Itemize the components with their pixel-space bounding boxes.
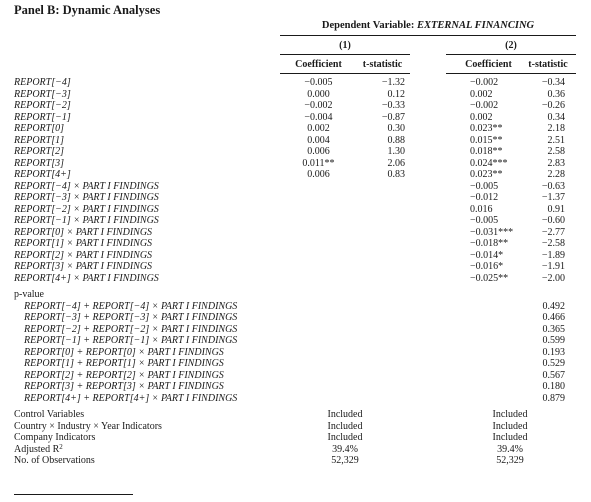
pvalue-value: 0.365 (542, 323, 565, 335)
table-row (0, 192, 591, 204)
table-row (0, 100, 591, 112)
pvalue-label: REPORT[−1] + REPORT[−1] × PART I FINDINGS (24, 335, 238, 346)
table-row (0, 169, 591, 181)
tstat-1: 2.06 (387, 157, 405, 169)
table-row (0, 227, 591, 239)
pvalue-value: 0.567 (542, 369, 565, 381)
coef-2: 0.024*** (470, 157, 508, 169)
pvalue-row (0, 358, 591, 370)
adj-r2-value-2: 39.4% (497, 443, 523, 455)
tstat-2: 2.18 (547, 123, 565, 134)
tstat-1: 0.83 (387, 169, 405, 180)
col-header-tstat-1: t-statistic (362, 59, 403, 70)
row-label: REPORT[4+] (14, 169, 71, 180)
coef-1: −0.004 (304, 111, 333, 123)
header-rule-1 (280, 73, 410, 74)
coef-2: 0.023** (470, 169, 503, 180)
footer-value-2: Included (492, 432, 528, 443)
footer-value-1: Included (327, 420, 363, 432)
col-header-tstat-2: t-statistic (528, 59, 568, 70)
footer-value-1: Included (327, 409, 363, 420)
tstat-2: 2.58 (547, 146, 565, 157)
pvalue-row (0, 301, 591, 313)
table-row (0, 89, 591, 101)
pvalue-value: 0.180 (542, 381, 565, 392)
pvalue-label: REPORT[−4] + REPORT[−4] × PART I FINDINGS (24, 300, 238, 312)
pvalue-label: REPORT[4+] + REPORT[4+] × PART I FINDINGS (24, 392, 238, 404)
table-row (0, 181, 591, 193)
pvalue-row (0, 381, 591, 393)
row-label: REPORT[−3] (14, 88, 71, 100)
panel-title: Panel B: Dynamic Analyses (14, 3, 161, 17)
tstat-2: 0.91 (547, 203, 565, 215)
table-row (0, 146, 591, 158)
pvalue-row (0, 347, 591, 359)
pvalue-row (0, 393, 591, 405)
coef-1: 0.000 (307, 88, 330, 100)
footnote-rule (14, 494, 133, 495)
pvalue-label: REPORT[−2] + REPORT[−2] × PART I FINDINGS (24, 323, 238, 335)
table-row (0, 112, 591, 124)
pvalue-title: p-value (14, 289, 44, 300)
coef-2: 0.023** (470, 123, 503, 134)
coef-2: −0.002 (470, 77, 499, 88)
col-header-coef-1: Coefficient (295, 59, 342, 70)
row-label: REPORT[0] (14, 123, 64, 134)
footer-label: Country × Industry × Year Indicators (14, 420, 162, 432)
coef-2: −0.014* (470, 249, 504, 261)
adj-r2-value-1: 39.4% (332, 443, 358, 455)
row-label: REPORT[3] (14, 157, 64, 169)
coef-2: 0.015** (470, 134, 503, 146)
top-rule (280, 35, 576, 36)
tstat-1: 0.88 (387, 134, 405, 146)
row-label: REPORT[4+] × PART I FINDINGS (14, 272, 159, 284)
row-label: REPORT[3] × PART I FINDINGS (14, 261, 153, 272)
row-label: REPORT[−1] (14, 111, 71, 123)
pvalue-section-title (0, 289, 591, 301)
pvalue-label: REPORT[3] + REPORT[3] × PART I FINDINGS (24, 381, 224, 392)
tstat-2: −2.00 (541, 272, 565, 284)
pvalue-row (0, 312, 591, 324)
tstat-2: −0.26 (541, 100, 565, 111)
coef-2: −0.016* (470, 261, 504, 272)
adj-r2-label: Adjusted R (14, 443, 60, 455)
group-2-rule (446, 54, 576, 55)
footer-label: Control Variables (14, 409, 85, 420)
tstat-2: −0.34 (541, 77, 565, 88)
tstat-2: −1.91 (541, 261, 565, 272)
tstat-2: −2.77 (541, 226, 565, 238)
coef-1: −0.002 (304, 100, 333, 111)
coef-2: 0.016 (470, 203, 493, 215)
row-label: REPORT[2] × PART I FINDINGS (14, 249, 153, 261)
coef-1: 0.011** (302, 157, 335, 169)
footer-value-1: Included (327, 432, 363, 443)
tstat-2: 0.36 (547, 88, 565, 100)
row-label: REPORT[1] × PART I FINDINGS (14, 238, 153, 249)
row-label: REPORT[1] (14, 134, 64, 146)
dep-var-prefix: Dependent Variable: (321, 20, 417, 31)
group-1-rule (280, 54, 410, 55)
coef-1: 0.002 (307, 123, 330, 134)
footer-row (0, 432, 591, 444)
table-row (0, 135, 591, 147)
table-row (0, 158, 591, 170)
tstat-2: −1.37 (541, 192, 565, 203)
coef-2: 0.002 (470, 111, 493, 123)
tstat-2: 0.34 (547, 111, 565, 123)
coef-1: 0.004 (307, 134, 330, 146)
coef-2: −0.025** (470, 272, 509, 284)
coef-1: 0.006 (307, 146, 330, 157)
pvalue-row (0, 370, 591, 382)
table-row (0, 123, 591, 135)
tstat-2: −2.58 (541, 238, 565, 249)
coef-2: −0.002 (470, 100, 499, 111)
pvalue-label: REPORT[−3] + REPORT[−3] × PART I FINDINGS (24, 312, 238, 323)
footer-row (0, 421, 591, 433)
pvalue-value: 0.466 (542, 312, 565, 323)
nobs-value-2: 52,329 (496, 455, 524, 466)
col-group-2: (2) (505, 40, 517, 51)
coef-2: −0.012 (470, 192, 499, 203)
row-label: REPORT[−4] × PART I FINDINGS (14, 180, 159, 192)
row-label: REPORT[−1] × PART I FINDINGS (14, 215, 159, 226)
row-label: REPORT[−4] (14, 77, 71, 88)
footer-label: Company Indicators (14, 432, 96, 443)
pvalue-value: 0.193 (542, 346, 565, 358)
adj-r2-label-wrap (14, 444, 63, 456)
tstat-1: 0.30 (387, 123, 405, 134)
coef-1: 0.006 (307, 169, 330, 180)
row-label: REPORT[2] (14, 146, 64, 157)
tstat-2: −0.60 (541, 215, 565, 226)
tstat-2: −0.63 (541, 180, 565, 192)
footer-value-2: Included (492, 420, 528, 432)
table-row (0, 250, 591, 262)
adj-r2-row (0, 444, 591, 456)
tstat-2: −1.89 (541, 249, 565, 261)
coef-2: −0.018** (470, 238, 509, 249)
tstat-1: −0.87 (381, 111, 405, 123)
pvalue-row (0, 335, 591, 347)
footer-value-2: Included (492, 409, 528, 420)
tstat-2: 2.51 (547, 134, 565, 146)
pvalue-label: REPORT[0] + REPORT[0] × PART I FINDINGS (24, 346, 224, 358)
pvalue-value: 0.599 (542, 335, 565, 346)
pvalue-value: 0.879 (542, 392, 565, 404)
pvalue-value: 0.529 (542, 358, 565, 369)
row-label: REPORT[0] × PART I FINDINGS (14, 226, 153, 238)
col-group-1: (1) (339, 40, 351, 51)
header-rule-2 (446, 73, 576, 74)
pvalue-label: REPORT[2] + REPORT[2] × PART I FINDINGS (24, 369, 224, 381)
row-label: REPORT[−3] × PART I FINDINGS (14, 192, 159, 203)
nobs-value-1: 52,329 (331, 455, 359, 466)
tstat-1: 1.30 (387, 146, 405, 157)
table-row (0, 273, 591, 285)
tstat-1: −0.33 (381, 100, 405, 111)
dependent-variable-header (280, 20, 576, 31)
nobs-label: No. of Observations (14, 455, 95, 466)
nobs-row (0, 455, 591, 467)
regression-table (0, 77, 591, 467)
coef-1: −0.005 (304, 77, 333, 88)
table-row (0, 238, 591, 250)
coef-2: −0.005 (470, 215, 499, 226)
coef-2: −0.031*** (470, 226, 514, 238)
pvalue-value: 0.492 (542, 300, 565, 312)
coef-2: −0.005 (470, 180, 499, 192)
tstat-1: −1.32 (381, 77, 405, 88)
tstat-1: 0.12 (387, 88, 405, 100)
table-row (0, 204, 591, 216)
pvalue-label: REPORT[1] + REPORT[1] × PART I FINDINGS (24, 358, 224, 369)
adj-r2-sup: 2 (59, 442, 63, 451)
tstat-2: 2.28 (547, 169, 565, 180)
row-label: REPORT[−2] (14, 100, 71, 111)
table-row (0, 215, 591, 227)
coef-2: 0.002 (470, 88, 493, 100)
tstat-2: 2.83 (547, 157, 565, 169)
dep-var-name: EXTERNAL FINANCING (416, 20, 535, 31)
footer-row (0, 409, 591, 421)
table-row (0, 77, 591, 89)
row-label: REPORT[−2] × PART I FINDINGS (14, 203, 159, 215)
coef-2: 0.018** (470, 146, 503, 157)
table-row (0, 261, 591, 273)
pvalue-row (0, 324, 591, 336)
col-header-coef-2: Coefficient (465, 59, 512, 70)
